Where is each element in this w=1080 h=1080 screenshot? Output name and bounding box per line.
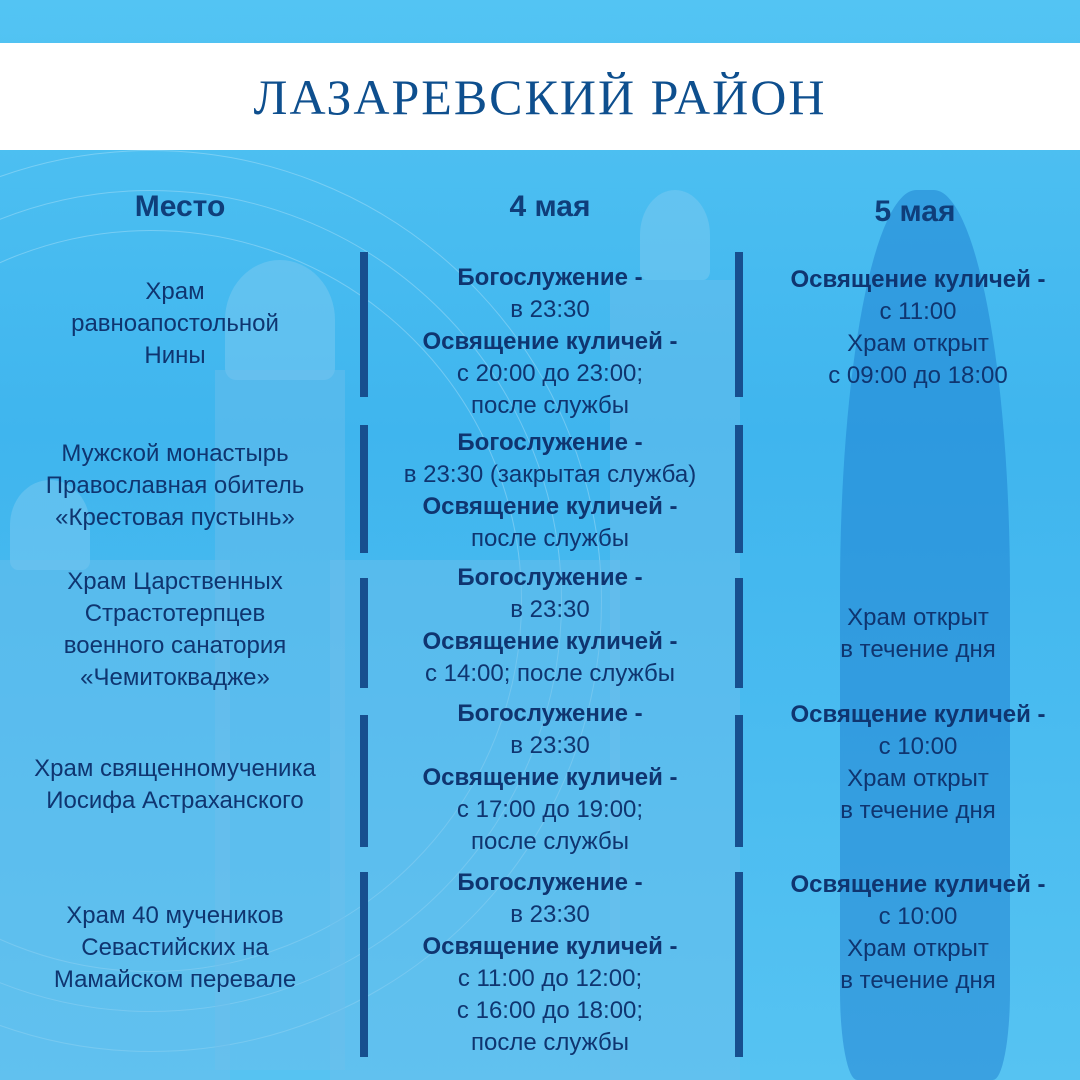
place-cell xyxy=(0,900,350,996)
day2-line: с 11:00 xyxy=(879,298,957,325)
header-day1: 4 мая xyxy=(509,190,591,223)
day1-cell xyxy=(370,262,730,422)
day2-cell xyxy=(748,264,1080,392)
day2-line: Освящение куличей - xyxy=(790,266,1046,293)
day2-line: Храм открыт xyxy=(847,330,989,357)
day2-line: Храм открыт xyxy=(847,604,989,631)
day1-cell xyxy=(370,698,730,858)
place-line: Иосифа Астраханского xyxy=(46,787,304,814)
page-title: ЛАЗАРЕВСКИЙ РАЙОН xyxy=(253,68,827,125)
place-line: Страстотерпцев xyxy=(84,600,266,627)
day1-cell xyxy=(370,867,730,1059)
day1-line: с 11:00 до 12:00; xyxy=(457,965,643,992)
day1-line: после службы xyxy=(471,828,629,855)
place-line: равноапостольной xyxy=(71,310,279,337)
place-line: Храм Царственных xyxy=(67,568,283,595)
day2-line: Храм открыт xyxy=(847,935,989,962)
day2-line: Храм открыт xyxy=(847,765,989,792)
title-banner xyxy=(0,43,1080,150)
day2-line: с 09:00 до 18:00 xyxy=(828,362,1008,389)
day2-line: Освящение куличей - xyxy=(790,871,1046,898)
day1-line: Освящение куличей - xyxy=(422,628,678,655)
column-divider xyxy=(735,715,743,847)
day1-line: после службы xyxy=(471,525,629,552)
day2-line: с 10:00 xyxy=(878,733,958,760)
place-line: Мамайском перевале xyxy=(53,966,297,993)
day1-line: в 23:30 xyxy=(510,901,590,928)
place-line: «Чемитоквадже» xyxy=(80,664,270,691)
header-day2: 5 мая xyxy=(874,195,956,228)
day2-line: в течение дня xyxy=(840,797,996,824)
day2-cell xyxy=(748,602,1080,666)
place-line: Мужской монастырь xyxy=(61,440,289,467)
day1-line: Богослужение - xyxy=(457,564,643,591)
day1-line: Богослужение - xyxy=(457,700,643,727)
day1-line: с 17:00 до 19:00; xyxy=(456,796,644,823)
day2-cell xyxy=(748,869,1080,997)
place-cell xyxy=(0,753,350,817)
day1-cell xyxy=(370,427,730,555)
day1-line: в 23:30 xyxy=(510,596,590,623)
day2-line: Освящение куличей - xyxy=(790,701,1046,728)
day1-line: в 23:30 xyxy=(510,296,590,323)
place-line: Храм священномученика xyxy=(34,755,316,782)
column-divider xyxy=(360,425,368,553)
day2-cell xyxy=(748,699,1080,827)
day1-line: Освящение куличей - xyxy=(422,328,678,355)
day1-line: после службы xyxy=(471,392,629,419)
place-line: военного санатория xyxy=(63,632,287,659)
day1-line: в 23:30 (закрытая служба) xyxy=(403,461,697,488)
day1-line: Освящение куличей - xyxy=(422,764,678,791)
day2-line: в течение дня xyxy=(840,636,996,663)
day1-line: после службы xyxy=(471,1029,629,1056)
day1-cell xyxy=(370,562,730,690)
day1-line: с 14:00; после службы xyxy=(424,660,676,687)
day1-line: Богослужение - xyxy=(457,429,643,456)
place-line: Нины xyxy=(144,342,206,369)
place-line: Храм 40 мучеников xyxy=(66,902,284,929)
place-line: Православная обитель xyxy=(45,472,305,499)
day1-line: Освящение куличей - xyxy=(422,933,678,960)
column-divider xyxy=(735,872,743,1057)
column-divider xyxy=(735,578,743,688)
place-cell xyxy=(0,276,350,372)
day1-line: с 16:00 до 18:00; xyxy=(456,997,644,1024)
place-cell xyxy=(0,438,350,534)
place-cell xyxy=(0,566,350,694)
day1-line: Освящение куличей - xyxy=(422,493,678,520)
column-divider xyxy=(360,252,368,397)
day2-line: с 10:00 xyxy=(878,903,958,930)
place-line: Севастийских на xyxy=(81,934,269,961)
column-divider xyxy=(360,715,368,847)
day2-line: в течение дня xyxy=(840,967,996,994)
header-place: Место xyxy=(134,190,226,223)
column-divider xyxy=(735,252,743,397)
column-divider xyxy=(735,425,743,553)
column-divider xyxy=(360,578,368,688)
day1-line: в 23:30 xyxy=(510,732,590,759)
day1-line: с 20:00 до 23:00; xyxy=(456,360,644,387)
day1-line: Богослужение - xyxy=(457,869,643,896)
column-divider xyxy=(360,872,368,1057)
day1-line: Богослужение - xyxy=(457,264,643,291)
place-line: Храм xyxy=(145,278,205,305)
place-line: «Крестовая пустынь» xyxy=(55,504,295,531)
